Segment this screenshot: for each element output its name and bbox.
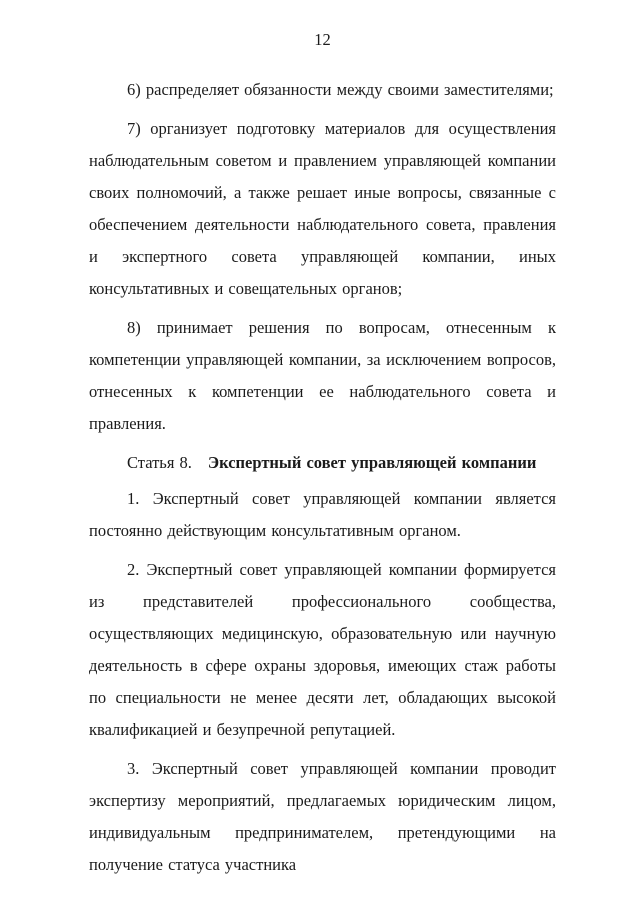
paragraph-item-8: 8) принимает решения по вопросам, отнесенным к компетенции управляющей компании, за исключением вопросов, отнесенных к компетенции ее наблюдательного совета и правления. (89, 318, 556, 433)
page-number: 12 (314, 30, 331, 49)
article-title: Экспертный совет управляющей компании (207, 453, 537, 472)
paragraph-item-6: 6) распределяет обязанности между своими заместителями; (127, 80, 554, 99)
paragraph-clause-1: 1. Экспертный совет управляющей компании является постоянно действующим консультативным органом. (89, 489, 556, 540)
paragraph-clause-3: 3. Экспертный совет управляющей компании проводит экспертизу мероприятий, предлагаемых юридическим лицом, индивидуальным предпринимателем, претендующими на получение статуса участника (89, 759, 556, 874)
article-number: Статья 8. (127, 453, 192, 472)
paragraph-item-7: 7) организует подготовку материалов для осуществления наблюдательным советом и правлением управляющей компании своих полномочий, а также решает иные вопросы, связанные с обеспечением деятельности наблюдательного совета, правления и экспертного совета управляющей компании, иных консультативных и совещательных органов; (89, 119, 556, 298)
article-8-heading (89, 447, 556, 479)
paragraph-clause-2: 2. Экспертный совет управляющей компании формируется из представителей профессионального сообщества, осуществляющих медицинскую, образовательную или научную деятельность в сфере охраны здоровья, имеющих стаж работы по специальности не менее десяти лет, обладающих высокой квалификацией и безупречной репутацией. (89, 560, 556, 739)
